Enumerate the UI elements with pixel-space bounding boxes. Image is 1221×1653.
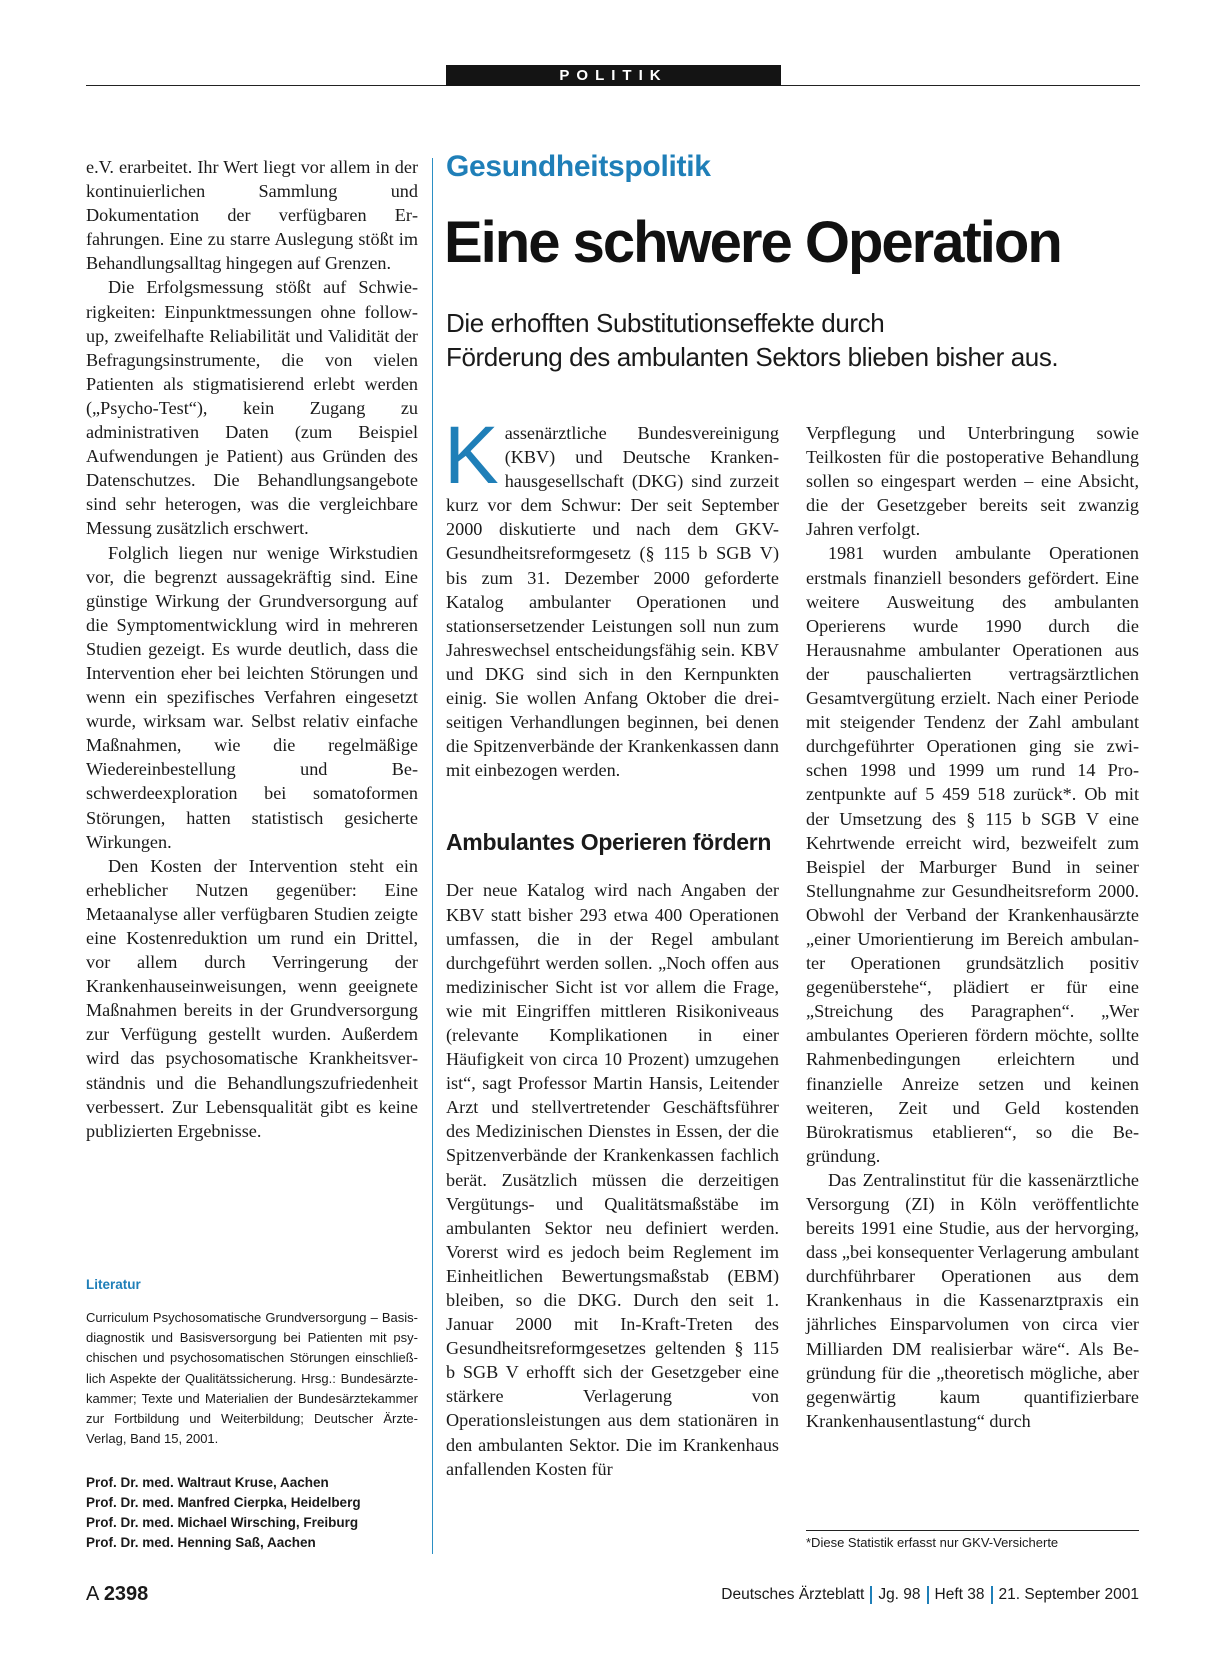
footer-separator [927, 1586, 929, 1604]
author-name: Prof. Dr. med. Manfred Cierpka, Heidelberg [86, 1495, 361, 1510]
author-list [86, 1473, 426, 1553]
page-number-value: 2398 [103, 1583, 149, 1605]
journal-issue: Heft 38 [934, 1586, 985, 1603]
left-paragraph: e.V. erarbeitet. Ihr Wert liegt vor allem in der kontinuierlichen Sammlung und Dokumentation der verfügbaren Erfahrungen. Eine zu starre Auslegung stößt im Behandlungsalltag hingegen auf Grenzen. [86, 157, 418, 274]
drop-cap: K [444, 410, 499, 501]
footnote-rule [806, 1530, 1139, 1531]
footer-separator [991, 1586, 993, 1604]
article-headline: Eine schwere Operation [444, 210, 1061, 275]
page-number [86, 1583, 148, 1606]
author-name: Prof. Dr. med. Michael Wirsching, Freiburg [86, 1515, 359, 1530]
intro-text: assenärztliche Bundesvereinigung (KBV) und Deutsche Krankenhausgesellschaft (DKG) sind zurzeit kurz vor dem Schwur: Der seit September 2000 diskutierte und nach dem GKV-Gesundheitsreformgesetz (§ 115 b SGB V) bis zum 31. Dezember 2000 geforderte Katalog ambulanter Operationen und stationsersetzender Leistungen soll nun zum Jahreswechsel entscheidungsfähig sein. KBV und DKG sind sich in den Kernpunkten einig. Sie wollen Anfang Oktober die dreiseitigen Verhandlungen beginnen, bei denen die Spitzenverbände der Krankenkassen dann mit einbezogen werden. [446, 423, 779, 781]
right-paragraph: Das Zentralinstitut für die kassenärztliche Versorgung (ZI) in Köln veröffentlichte bereits 1991 eine Studie, aus der hervorging, dass „bei konsequenter Verlagerung ambulant durchführbarer Operationen aus dem Krankenhaus in die Kassenarztpraxis ein jährliches Einsparvolumen von circa vier Milliarden DM realisierbar wäre“. Als Begründung für die „theoretisch mögliche, aber gegenwärtig kaum quantifizierbare Krankenhausentlastung“ durch [806, 1169, 1139, 1431]
left-paragraph: Den Kosten der Intervention steht ein erheblicher Nutzen gegenüber: Eine Metaanalyse aller verfügbaren Studien zeigte eine Kostenreduktion um rund ein Drittel, vor allem durch Verringerung der Krankenhauseinweisungen, wenn geeignete Maßnahmen bereits in der Grundversorgung zur Verfügung gestellt wurden. Außerdem wird das psychosomatische Krankheitsverständnis und die Behandlungszufriedenheit verbessert. Zur Lebensqualität gibt es keine publizierten Ergebnisse. [86, 855, 418, 1141]
right-paragraph: Verpflegung und Unterbringung sowie Teilkosten für die postoperative Behandlung sollen so eingespart werden – eine Absicht, die der Gesetzgeber bereits seit zwanzig Jahren verfolgt. [806, 423, 1139, 540]
column-divider [432, 158, 433, 1554]
publication-date: 21. September 2001 [998, 1586, 1139, 1603]
section-label: POLITIK [446, 65, 781, 86]
literature-box [86, 1277, 418, 1449]
left-paragraph: Folglich liegen nur wenige Wirkstudien vor, die begrenzt aussagekräftig sind. Eine günstige Wirkung der Grundversorgung auf die Symptomentwicklung wird in mehreren Studien gezeigt. Es wurde deutlich, dass die Intervention eher bei leichten Störungen und wenn ein spezifisches Verfahren eingesetzt wurde, wirksam war. Selbst relativ einfache Maßnahmen, wie die regelmäßige Wiedereinbestellung und Beschwerdeexploration bei somatoformen Störungen, hatten statistisch gesicherte Wirkungen. [86, 542, 418, 852]
right-column [806, 421, 1139, 1433]
journal-name: Deutsches Ärzteblatt [721, 1586, 865, 1603]
section-subheading: Ambulantes Operieren fördern [446, 829, 772, 856]
article-deck [446, 306, 1126, 374]
author-name: Prof. Dr. med. Waltraut Kruse, Aachen [86, 1475, 329, 1490]
footer-info [721, 1586, 1139, 1604]
deck-line: Förderung des ambulanten Sektors blieben bisher aus. [446, 342, 1059, 372]
literature-reference: Curriculum Psychosomatische Grundversorgung – Basisdiagnostik und Basisversorgung bei Patienten mit psychischen und psychosomatischen Störungen einschließlich Aspekte der Qualitätssicherung. Hrsg.: Bundesärztekammer; Texte und Materialien der Bundesärztekammer zur Fortbildung und Weiterbildung; Deutscher Ärzte-Verlag, Band 15, 2001. [86, 1310, 418, 1447]
author-name: Prof. Dr. med. Henning Saß, Aachen [86, 1535, 316, 1550]
footer-separator [870, 1586, 872, 1604]
intro-paragraph [444, 410, 779, 782]
right-paragraph: 1981 wurden ambulante Operationen erstmals finanziell besonders gefördert. Eine weitere Ausweitung des ambulanten Operierens wurde 1990 durch die Herausnahme ambulanter Operationen aus der pauschalierten vertragsärztlichen Gesamtvergütung erzielt. Nach einer Periode mit steigender Tendenz der Zahl ambulant durchgeführter Operationen ging sie zwischen 1998 und 1999 um rund 14 Prozentpunkte auf 5 459 518 zurück*. Ob mit der Umsetzung des § 115 b SGB V eine Kehrtwende erreicht wird, bezweifelt zum Beispiel der Marburger Bund in seiner Stellungnahme zur Gesundheitsreform 2000. Obwohl der Verband der Krankenhausärzte „einer Umorientierung im Bereich ambulanter Operationen grundsätzlich positiv gegenüberstehe“, plädiert er für eine „Streichung des Paragraphen“. „Wer ambulantes Operieren fördern möchte, sollte Rahmenbedingungen erleichtern und finanzielle Anreize setzen und keinen weiteren, Zeit und Geld kostenden Bürokratismus etablieren“, so die Begründung. [806, 543, 1139, 1166]
literature-title: Literatur [86, 1277, 141, 1292]
left-column [86, 155, 418, 1143]
footnote: *Diese Statistik erfasst nur GKV-Versicherte [806, 1535, 1059, 1550]
body-paragraph: Der neue Katalog wird nach Angaben der KBV statt bisher 293 etwa 400 Operationen umfassen, die in der Regel ambulant durchgeführt werden sollen. „Noch offen aus medizinischer Sicht ist vor allem die Frage, wie mit Eingriffen mittleren Risikoniveaus (relevante Komplikationen in einer Häufigkeit von circa 10 Prozent) umzugehen ist“, sagt Professor Martin Hansis, Leitender Arzt und stellvertretender Geschäftsführer des Medizinischen Dienstes in Essen, der die Spitzenverbände der Krankenkassen fachlich berät. Zusätzlich müssen die derzeitigen Vergütungs- und Qualitätsmaßstäbe im ambulanten Sektor neu definiert werden. Vorerst wird es jedoch beim Reglement im Einheitlichen Bewertungsmaßstab (EBM) bleiben, so die DKG. Durch den seit 1. Januar 2000 mit In-Kraft-Treten des Gesundheitsreformgesetzes geltenden § 115 b SGB V erhofft sich der Gesetzgeber eine stärkere Verlagerung von Operationsleistungen aus dem stationären in den ambulanten Sektor. Die im Krankenhaus anfallenden Kosten für [446, 880, 779, 1479]
journal-volume: Jg. 98 [878, 1586, 921, 1603]
page-prefix: A [86, 1583, 99, 1605]
left-paragraph: Die Erfolgsmessung stößt auf Schwierigkeiten: Einpunktmessungen ohne follow-up, zweifelhafte Reliabilität und Validität der Befragungsinstrumente, die von vielen Patienten als stigmatisierend erlebt werden („Psycho-Test“), kein Zugang zu administrativen Daten (zum Beispiel Aufwendungen je Patient) aus Gründen des Datenschutzes. Die Behandlungsangebote sind sehr heterogen, was die vergleichbare Messung zusätzlich erschwert. [86, 277, 418, 539]
deck-line: Die erhofften Substitutionseffekte durch [446, 308, 885, 338]
article-kicker: Gesundheitspolitik [446, 150, 711, 183]
middle-column [444, 410, 779, 1481]
